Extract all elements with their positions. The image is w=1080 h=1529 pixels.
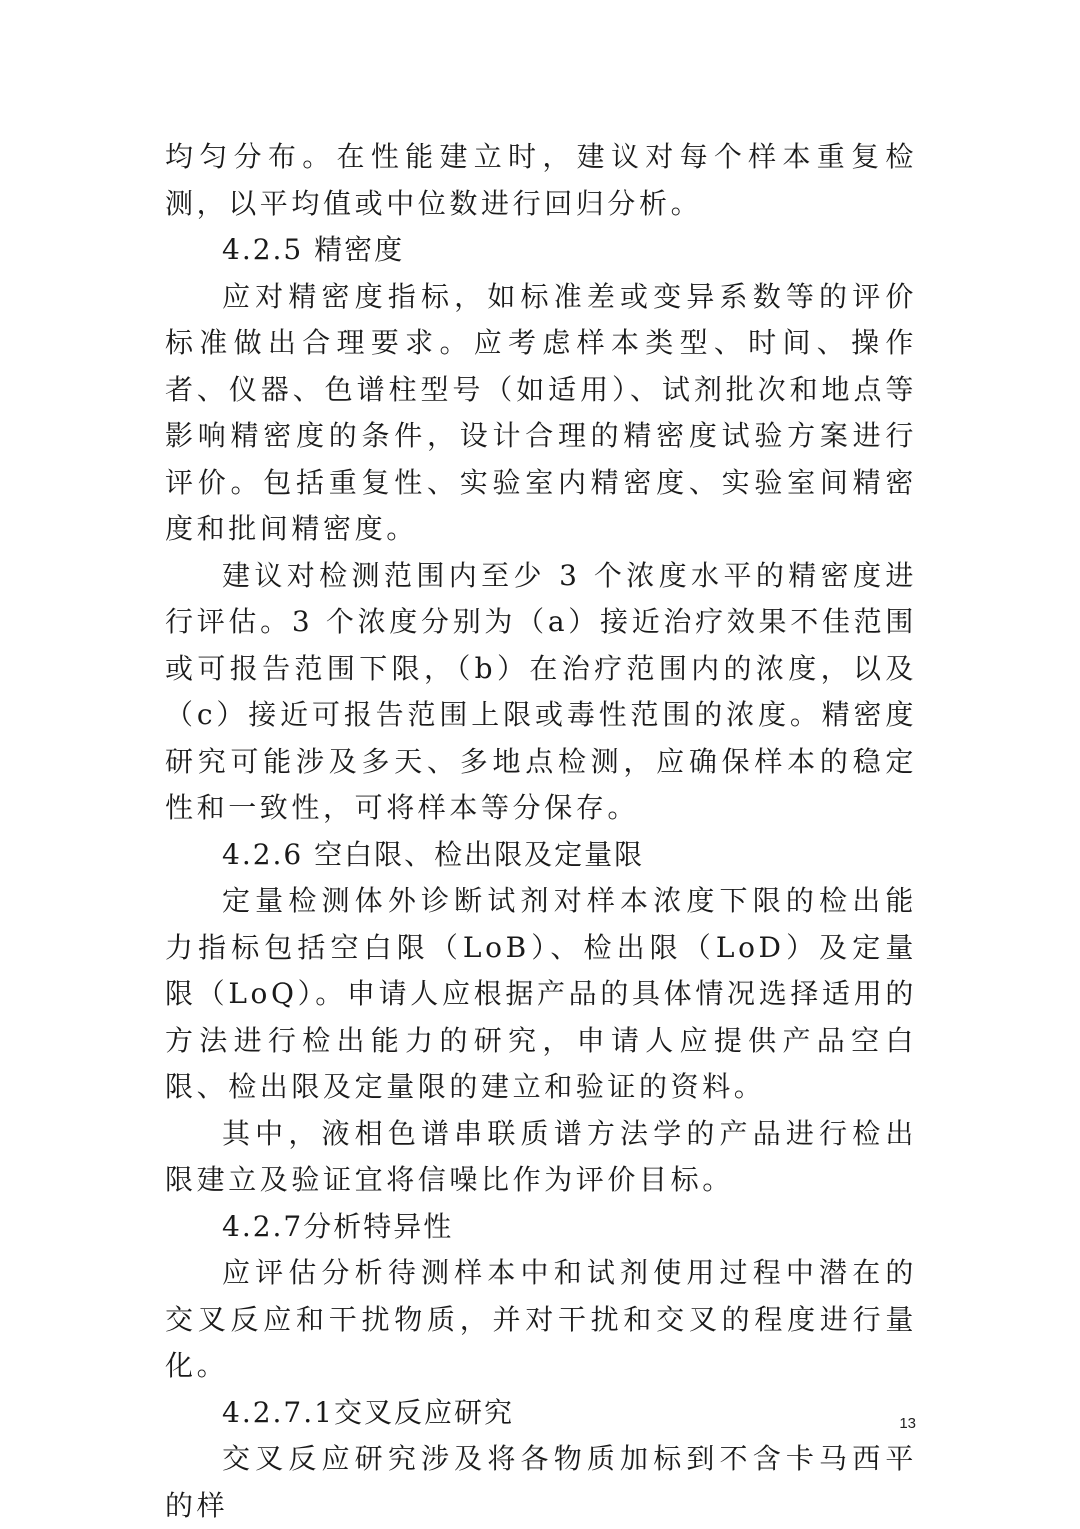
paragraph-lcmsms: 其中，液相色谱串联质谱方法学的产品进行检出限建立及验证宜将信噪比作为评价目标。 bbox=[165, 1116, 917, 1196]
section-heading-4-2-5: 4.2.5 精密度 bbox=[222, 233, 405, 266]
paragraph-continuation: 均匀分布。在性能建立时，建议对每个样本重复检测，以平均值或中位数进行回归分析。 bbox=[165, 140, 917, 220]
section-heading-4-2-6: 4.2.6 空白限、检出限及定量限 bbox=[222, 837, 645, 871]
paragraph-specificity: 应评估分析待测样本中和试剂使用过程中潜在的交叉反应和干扰物质，并对干扰和交叉的程度进行量化。 bbox=[165, 1256, 917, 1382]
paragraph-precision-levels: 建议对检测范围内至少 3 个浓度水平的精密度进行评估。3 个浓度分别为（a）接近治疗效果不佳范围或可报告范围下限，（b）在治疗范围内的浓度，以及（c）接近可报告范围上限或毒性范围的浓度。精密度研究可能涉及多天、多地点检测，应确保样本的稳定性和一致性，可将样本等分保存。 bbox=[165, 558, 917, 824]
page-number: 13 bbox=[899, 1415, 916, 1432]
section-heading-4-2-7: 4.2.7分析特异性 bbox=[222, 1209, 454, 1243]
paragraph-precision-requirements: 应对精密度指标，如标准差或变异系数等的评价标准做出合理要求。应考虑样本类型、时间、操作者、仪器、色谱柱型号（如适用）、试剂批次和地点等影响精密度的条件，设计合理的精密度试验方案进行评价。包括重复性、实验室内精密度、实验室间精密度和批间精密度。 bbox=[165, 279, 917, 545]
paragraph-detection-limits: 定量检测体外诊断试剂对样本浓度下限的检出能力指标包括空白限（LoB）、检出限（LoD）及定量限（LoQ）。申请人应根据产品的具体情况选择适用的方法进行检出能力的研究，申请人应提供产品空白限、检出限及定量限的建立和验证的资料。 bbox=[165, 884, 917, 1103]
paragraph-cross-reaction: 交叉反应研究涉及将各物质加标到不含卡马西平的样 bbox=[165, 1442, 917, 1522]
body-text bbox=[165, 134, 917, 1529]
section-heading-4-2-7-1: 4.2.7.1交叉反应研究 bbox=[222, 1395, 514, 1429]
